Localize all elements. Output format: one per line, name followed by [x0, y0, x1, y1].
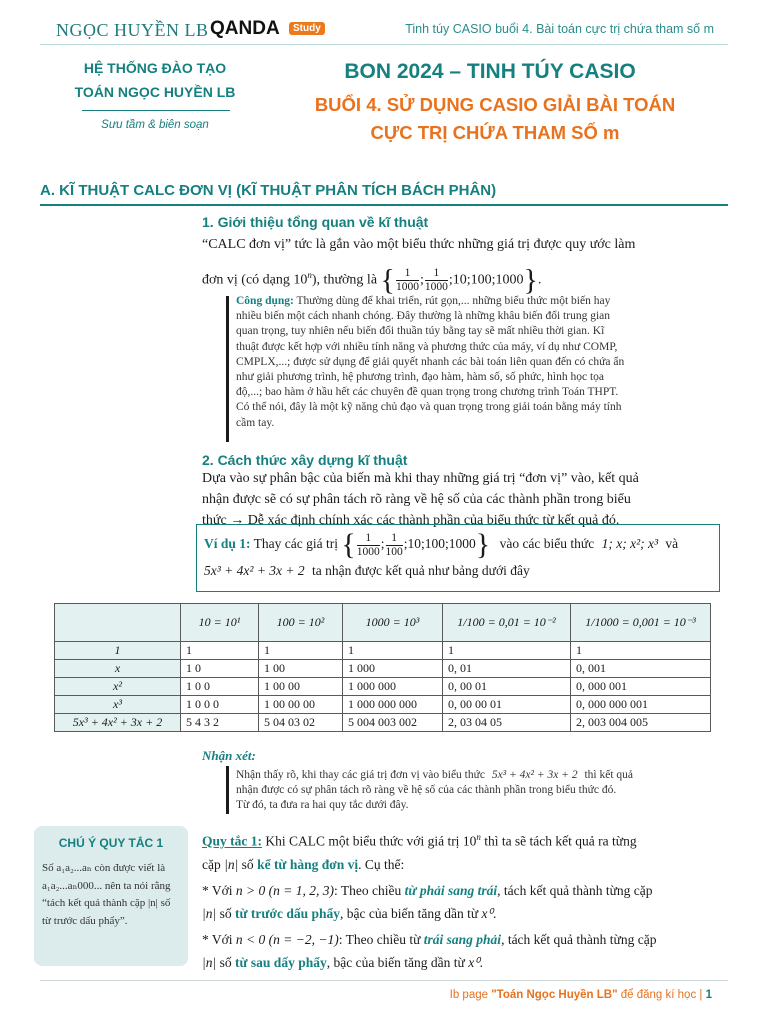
table-row	[55, 714, 711, 732]
usage-line: quan trọng, tuy nhiên nếu biến đổi thuần túy bằng tay sẽ mất nhiều thời gian. Kĩ	[236, 325, 605, 338]
intro-paragraph	[202, 232, 722, 295]
footer-page-name[interactable]: "Toán Ngọc Huyền LB"	[491, 989, 618, 1001]
example-fraction-2	[386, 532, 403, 559]
rule-line-1	[202, 826, 722, 853]
page-number: 1	[705, 989, 712, 1001]
build-line: thức → Dễ xác định chính xác các thành phần của biểu thức từ kết quả đó.	[202, 513, 620, 528]
table-cell: 2, 03 04 05	[443, 714, 571, 732]
lesson-title-line2: CỰC TRỊ CHỨA THAM SỐ m	[370, 122, 620, 143]
rule-text: . Cụ thể:	[358, 856, 405, 872]
usage-line: như giải phương trình, hệ phương trình, đạo hàm, hàm số, số phức, hình học tọa	[236, 371, 604, 384]
build-paragraph	[202, 468, 722, 531]
rule-text: , bậc của biến tăng dần từ	[326, 954, 469, 970]
usage-line: độ,...; bao hàm ở hầu hết các chuyên đề quan trọng trong chương trình Toán THPT.	[236, 386, 619, 399]
table-cell: 0, 00 01	[443, 678, 571, 696]
set-fraction-1	[396, 267, 419, 294]
table-cell: 1 000 000	[343, 678, 443, 696]
remark-expression: 5x³ + 4x² + 3x + 2	[491, 769, 578, 781]
table-cell: 1 00	[259, 660, 343, 678]
left-brace: {	[380, 263, 395, 297]
usage-line	[236, 294, 720, 309]
table-header-cell	[55, 604, 181, 642]
running-header-title: Tinh túy CASIO buổi 4. Bài toán cực trị chứa tham số m	[405, 22, 714, 36]
table-header-row	[55, 604, 711, 642]
rule-line-3	[202, 879, 722, 902]
rule-text: * Với	[202, 882, 236, 898]
table-cell: 0, 000 000 001	[571, 696, 711, 714]
table-cell: 1 0	[181, 660, 259, 678]
table-header-cell: 1/1000 = 0,001 = 10⁻³	[571, 604, 711, 642]
table-cell: 1 000 000 000	[343, 696, 443, 714]
subsection-2-heading: 2. Cách thức xây dựng kĩ thuật	[202, 452, 408, 468]
usage-line: Có thể nói, đây là một kỹ năng chủ đạo và quan trọng trong giải toán bằng máy tính	[236, 401, 622, 414]
rule-text: số	[238, 856, 258, 872]
rule-condition: n < 0 (n = −2, −1)	[235, 931, 339, 947]
table-row	[55, 660, 711, 678]
example-text-c: và	[665, 536, 679, 552]
rule-text: : Theo chiều	[334, 882, 405, 898]
right-brace: }	[475, 528, 491, 561]
example-expressions: 1; x; x²; x³	[601, 536, 659, 552]
table-row	[55, 642, 711, 660]
example-text-d: ta nhận được kết quả như bảng dưới đây	[312, 563, 530, 578]
rule-line-2	[202, 853, 722, 876]
set-rest: ;10;100;1000	[448, 272, 524, 288]
rule-text: , bậc của biến tăng dần từ	[340, 905, 482, 921]
example-fraction-1	[357, 532, 380, 559]
example-set-rest: ;10;100;1000	[403, 536, 476, 552]
left-brace: {	[341, 528, 356, 561]
table-cell: 1	[343, 642, 443, 660]
right-brace: }	[523, 263, 538, 297]
table-cell: 5 4 3 2	[181, 714, 259, 732]
rule-text: cặp	[202, 856, 225, 872]
usage-line: cầm tay.	[236, 416, 275, 429]
table-row-header: 5x³ + 4x² + 3x + 2	[55, 714, 181, 732]
remark-label: Nhận xét:	[202, 748, 256, 763]
brand-logo-text: NGỌC HUYỀN LB	[56, 20, 209, 40]
footer-text: để đăng kí học |	[617, 989, 706, 1001]
table-cell: 0, 01	[443, 660, 571, 678]
example-text-a: Thay các giá trị	[250, 536, 338, 552]
rule-text: thì ta sẽ tách kết quả ra từng	[480, 833, 637, 849]
table-header-cell: 1/100 = 0,01 = 10⁻²	[443, 604, 571, 642]
usage-line: CMPLX,...; được sử dụng để giải quyết nhanh các bài toán liên quan đến có chứa ẩn	[236, 355, 625, 368]
note-title: CHÚ Ý QUY TẮC 1	[58, 836, 164, 850]
frac-num: 1	[396, 267, 419, 281]
usage-line: thuật được kết hợp với nhiều tính năng và phương thức của máy, ví dụ như COMP,	[236, 340, 618, 353]
remark-text-b: thì kết quả	[584, 769, 633, 781]
rule-text: số	[216, 954, 235, 970]
table-cell: 0, 001	[571, 660, 711, 678]
table-cell: 2, 003 004 005	[571, 714, 711, 732]
rule-emphasis: từ sau dấy phẩy	[234, 954, 327, 970]
note-text: Số a₁a₂...aₙ còn được viết là a₁a₂...aₙ000... nên ta nói rằng “tách kết quả thành cặp |n| số từ trước dấu phẩy”.	[42, 862, 171, 927]
intro-sup: n	[307, 270, 312, 280]
usage-label: Công dụng:	[236, 295, 294, 307]
intro-line-1: “CALC đơn vị” tức là gắn vào một biểu thức những giá trị được quy ước làm	[202, 237, 636, 252]
rule-emphasis: từ trước dấu phẩy	[234, 905, 341, 921]
rule-label: Quy tắc 1:	[202, 833, 262, 849]
table-cell: 1 00 00	[259, 678, 343, 696]
frac-den: 100	[385, 545, 403, 558]
usage-text: Thường dùng để khai triển, rút gọn,... những biểu thức một biến hay	[293, 295, 611, 307]
rule-text: : Theo chiều từ	[338, 931, 424, 947]
set-fraction-2	[425, 267, 448, 294]
remark-paragraph	[236, 768, 722, 814]
remark-text-a: Nhận thấy rõ, khi thay các giá trị đơn vị vào biểu thức	[236, 769, 485, 781]
intro-text-a: đơn vị (có dạng 10	[202, 272, 308, 288]
example-polynomial: 5x³ + 4x² + 3x + 2	[204, 563, 305, 578]
rule-emphasis: trái sang phải	[423, 931, 502, 947]
table-cell: 0, 00 00 01	[443, 696, 571, 714]
remark-line-2: nhận được có sự phân tách rõ ràng về hệ số của các thành phần trong biểu thức đó.	[236, 784, 617, 797]
org-subtitle: Sưu tầm & biên soạn	[101, 119, 209, 131]
example-line-1: Ví dụ 1: Thay các giá trị { $\frac{1}{1000}$ ; $\frac{1}{100}$ ;10;100;1000} vào các biểu thức 1; x; x²; x³ và	[204, 528, 679, 561]
frac-den: 1000	[395, 280, 419, 293]
table-row-header: x³	[55, 696, 181, 714]
rule-emphasis: kể từ hàng đơn vị	[257, 856, 359, 872]
rule-text: * Với	[202, 931, 236, 947]
intro-text-b: ), thường là	[311, 272, 378, 288]
footer-divider	[40, 980, 728, 981]
frac-num: 1	[357, 532, 380, 546]
document-title: BON 2024 – TINH TÚY CASIO	[344, 60, 636, 83]
build-line: Dựa vào sự phân bậc của biến mà khi thay những giá trị “đơn vị” vào, kết quả	[202, 471, 639, 486]
example-text-b: vào các biểu thức	[499, 536, 595, 552]
intro-line-2: đơn vị (có dạng 10$^n$), thường là { $\frac{1}{1000}$ ; $\frac{1}{1000}$ ;10;100;1000}.	[202, 263, 542, 297]
table-row	[55, 678, 711, 696]
usage-line: nhiều biến một cách nhanh chóng. Đây thường là những khâu biến đổi trung gian	[236, 310, 611, 323]
frac-den: 1000	[356, 545, 380, 558]
rule-condition: n > 0 (n = 1, 2, 3)	[235, 882, 334, 898]
rule-sup: n	[476, 832, 481, 842]
table-cell: 0, 000 001	[571, 678, 711, 696]
lesson-title-line1: BUỔI 4. SỬ DỤNG CASIO GIẢI BÀI TOÁN	[314, 94, 676, 115]
header-divider	[40, 44, 728, 45]
frac-num: 1	[425, 267, 448, 281]
table-cell: 1	[571, 642, 711, 660]
partner-logo-badge: Study	[289, 22, 325, 35]
rule-abs-n: |n|	[202, 905, 217, 921]
rule-text: , tách kết quả thành từng cặp	[497, 882, 653, 898]
rule-text: Khi CALC một biểu thức với giá trị 10	[262, 833, 477, 849]
rule-variable: x⁰	[481, 905, 493, 921]
remark-quote-bar	[226, 766, 229, 814]
rule-abs-n: |n|	[202, 954, 217, 970]
section-a-heading: A. KĨ THUẬT CALC ĐƠN VỊ (KĨ THUẬT PHÂN TÍCH BÁCH PHÂN)	[40, 182, 497, 199]
frac-den: 1000	[424, 280, 448, 293]
example-line-2	[204, 560, 714, 582]
usage-paragraph	[236, 294, 720, 431]
remark-line-1	[236, 768, 722, 783]
partner-logo-text: QANDA	[210, 18, 280, 39]
rule-line-5	[202, 928, 722, 951]
rule-line-4: |n| số từ trước dấu phẩy, bậc của biến tăng dần từ x⁰.	[202, 905, 497, 921]
table-cell: 5 04 03 02	[259, 714, 343, 732]
table-cell: 1 00 00 00	[259, 696, 343, 714]
table-row-header: x²	[55, 678, 181, 696]
table-header-cell: 1000 = 10³	[343, 604, 443, 642]
example-content	[204, 530, 714, 582]
table-cell: 1 0 0	[181, 678, 259, 696]
usage-quote-bar	[226, 296, 229, 442]
table-cell: 1 0 0 0	[181, 696, 259, 714]
rule-variable: x⁰	[468, 954, 480, 970]
rule-abs-n: |n|	[224, 856, 239, 872]
table-header-cell: 10 = 10¹	[181, 604, 259, 642]
table-header-cell: 100 = 10²	[259, 604, 343, 642]
subsection-1-heading: 1. Giới thiệu tổng quan về kĩ thuật	[202, 214, 429, 230]
org-name-line2: TOÁN NGỌC HUYỀN LB	[74, 84, 236, 100]
rule-text: số	[216, 905, 235, 921]
table-cell: 1 000	[343, 660, 443, 678]
build-line: nhận được sẽ có sự phân tách rõ ràng về hệ số của các thành phần trong biểu	[202, 492, 631, 507]
table-cell: 1	[443, 642, 571, 660]
org-name-line1: HỆ THỐNG ĐÀO TẠO	[83, 60, 227, 76]
table-cell: 5 004 003 002	[343, 714, 443, 732]
org-divider	[82, 110, 230, 111]
footer-text: Ib page	[449, 989, 492, 1001]
table-row-header: 1	[55, 642, 181, 660]
rule-emphasis: từ phải sang trái	[404, 882, 498, 898]
table-cell: 1	[181, 642, 259, 660]
rule-1-paragraph	[202, 826, 722, 974]
section-a-divider	[40, 204, 728, 206]
remark-line-3: Từ đó, ta đưa ra hai quy tắc dưới đây.	[236, 799, 409, 812]
rule-text: , tách kết quả thành từng cặp	[501, 931, 657, 947]
table-cell: 1	[259, 642, 343, 660]
example-label: Ví dụ 1:	[204, 536, 251, 552]
rule-line-6: |n| số từ sau dấy phẩy, bậc của biến tăng dần từ x⁰.	[202, 954, 484, 970]
table-row	[55, 696, 711, 714]
footer	[450, 989, 712, 1001]
table-row-header: x	[55, 660, 181, 678]
frac-num: 1	[386, 532, 403, 546]
calc-results-table	[54, 603, 711, 732]
